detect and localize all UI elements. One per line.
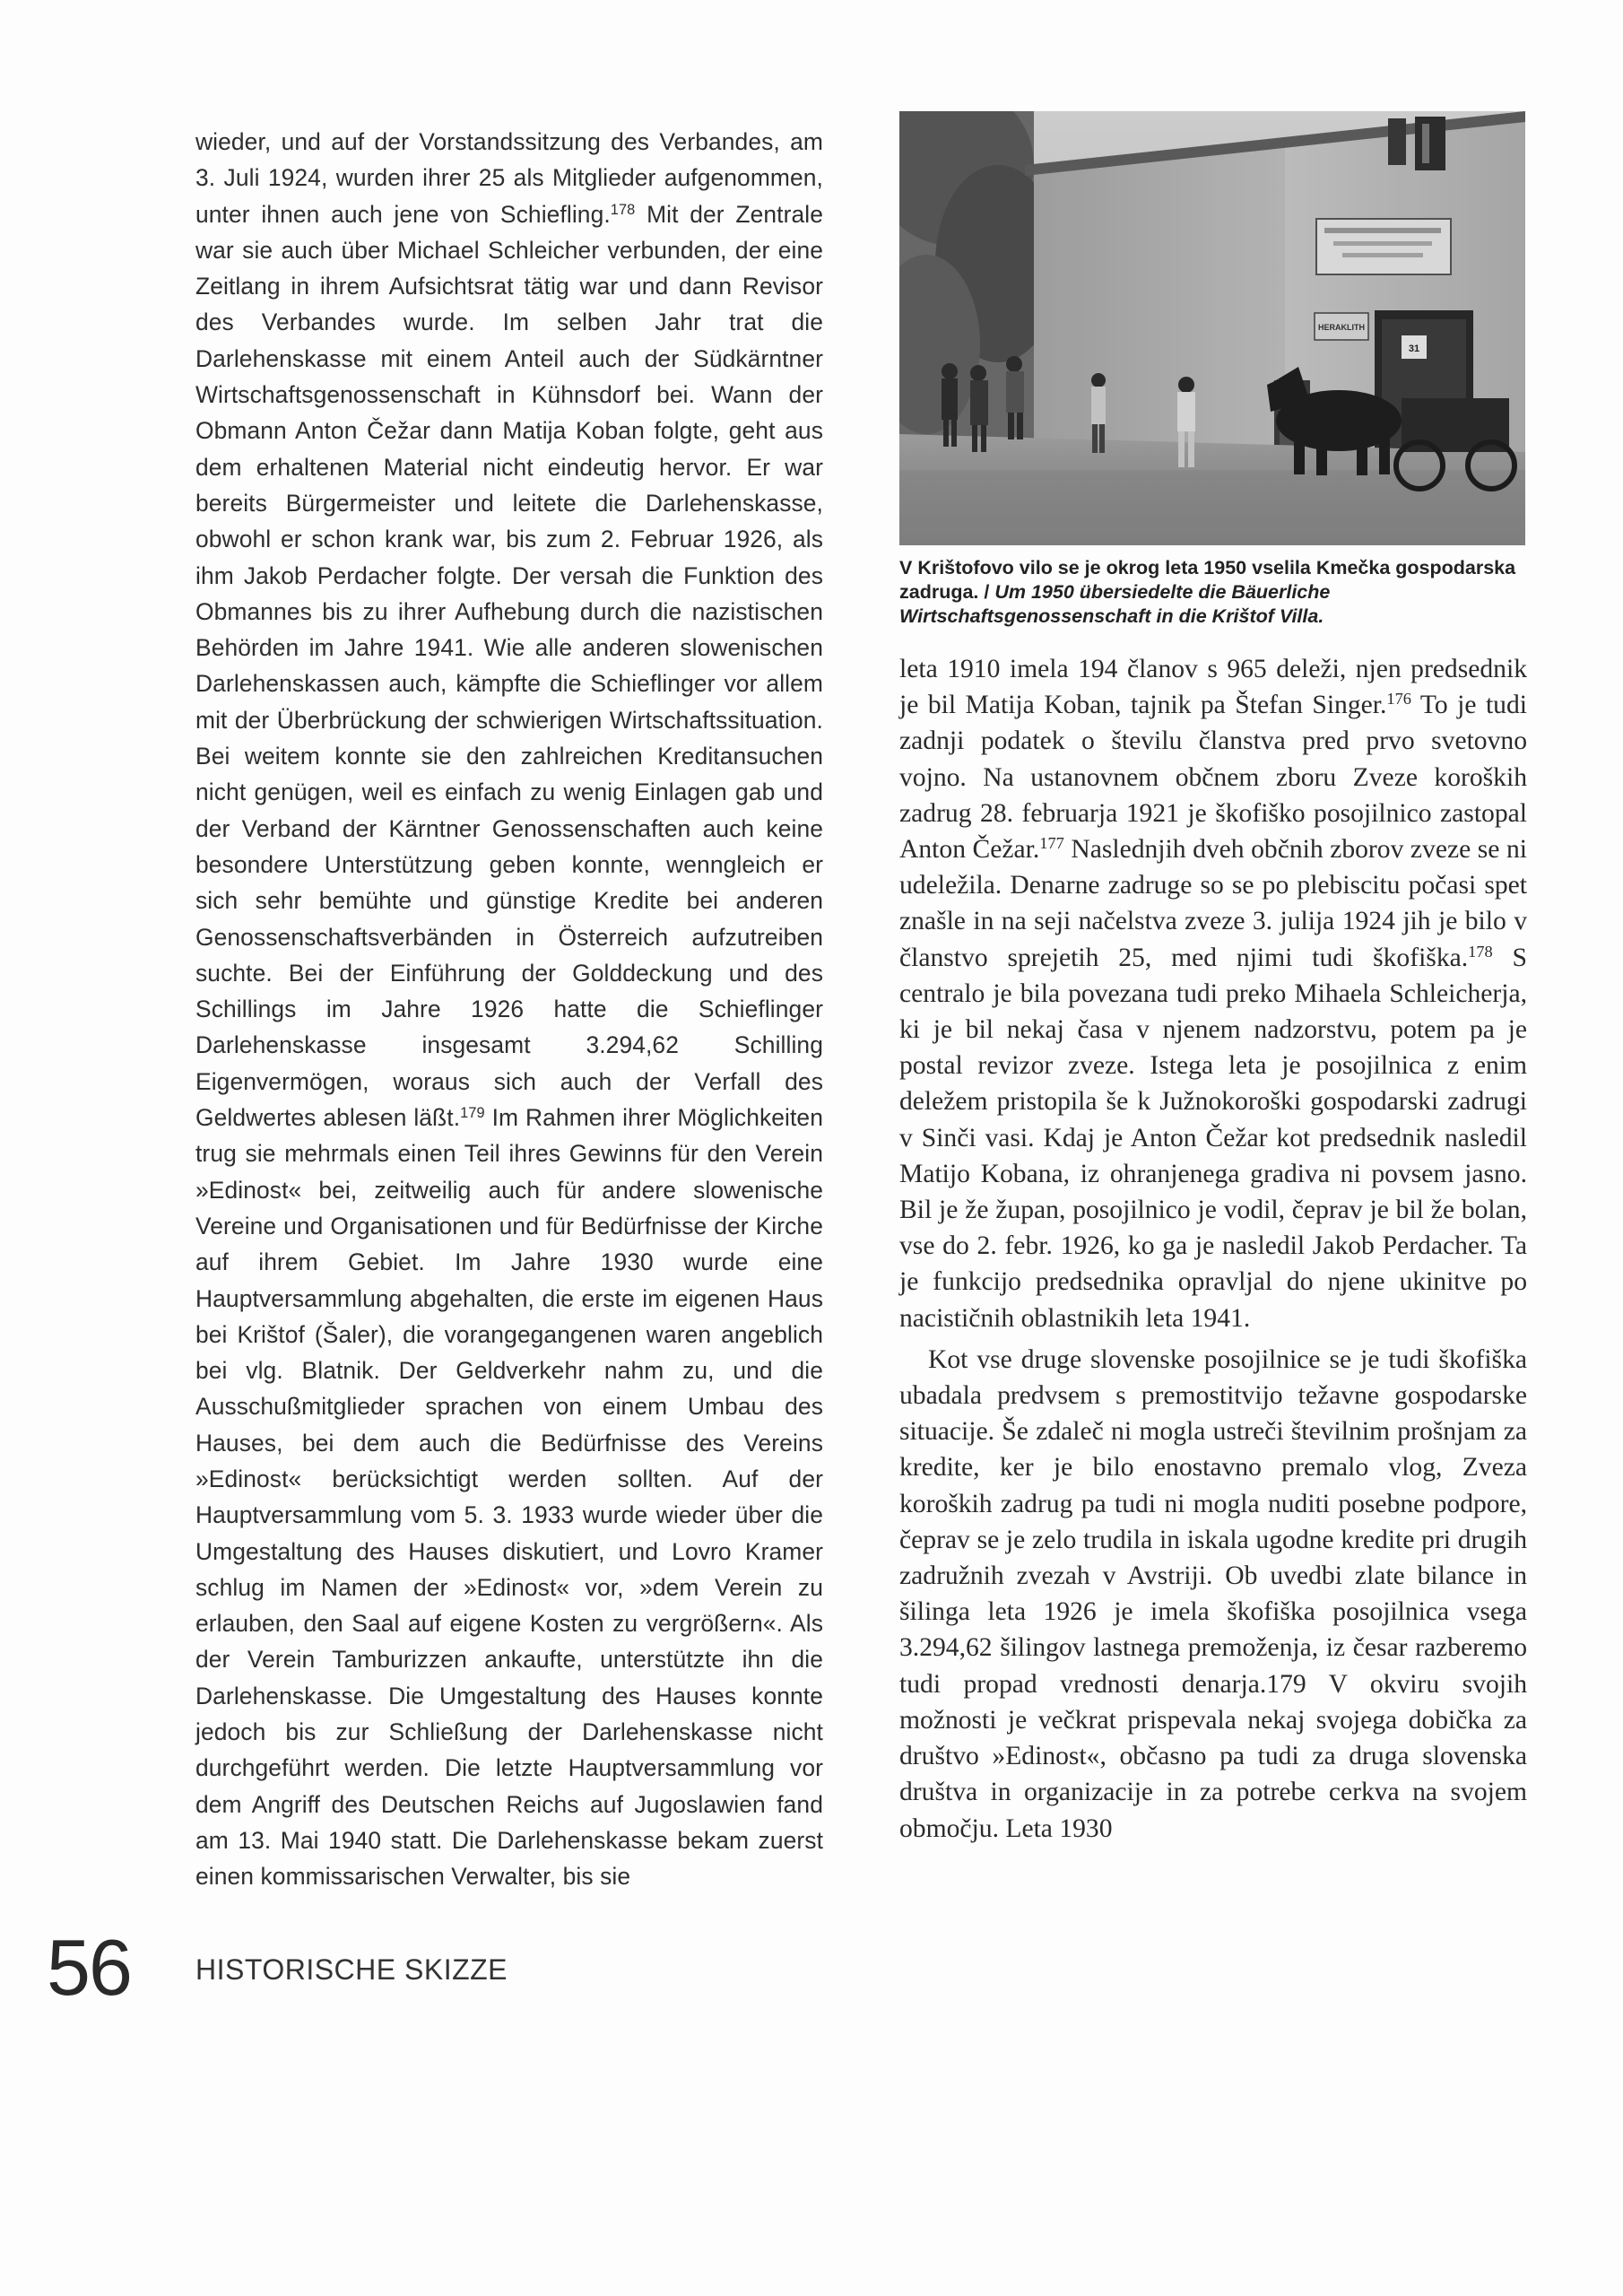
footnote-ref-177: 177	[1039, 833, 1064, 852]
slovene-text-part-1c: Naslednjih dveh občnih zborov zveze se ni udeležila. Denarne zadruge so se po plebiscitu počasi spet znašle in na seji načelstva zveze 3. julija 1924 jih je bilo v članstvo sprejetih 25, med njimi tudi škofiška.	[899, 835, 1527, 972]
german-text-part-3: Im Rahmen ihrer Möglichkeiten trug sie mehrmals einen Teil ihres Gewinns für den Verein »Edinost« bei, zeitweilig auch für andere slowenische Vereine und Organisationen und für Bedürfnisse der Kirche auf ihrem Gebiet. Im Jahre 1930 wurde eine Hauptversammlung abgehalten, die erste im eigenen Haus bei Krištof (Šaler), die vorangegangenen waren angeblich bei vlg. Blatnik. Der Geldverkehr nahm zu, und die Ausschußmitglieder sprachen von einem Umbau des Hauses, bei dem auch die Bedürfnisse des Vereins »Edinost« berücksichtigt werden sollten. Auf der Hauptversammlung vom 5. 3. 1933 wurde wieder über die Umgestaltung des Hauses diskutiert, und Lovro Kramer schlug im Namen der »Edinost« vor, »dem Verein zu erlauben, den Saal auf eigene Kosten zu vergrößern«. Als der Verein Tamburizzen ankaufte, unterstützte ihn die Darlehenskasse. Die Umgestaltung des Hauses konnte jedoch bis zur Schließung der Darlehenskasse nicht durchgeführt werden. Die letzte Hauptversammlung vor dem Angriff des Deutschen Reichs auf Jugoslawien fand am 13. Mai 1940 statt. Die Darlehenskasse bekam zuerst einen kommissarischen Verwalter, bis sie	[195, 1104, 823, 1891]
footnote-ref-176: 176	[1386, 690, 1411, 709]
slovene-paragraph-2: Kot vse druge slovenske posojilnice se je tudi škofiška ubadala predvsem s premostitvijo težavne gospodarske situacije. Še zdaleč ni mogla ustreči številnim prošnjam za kredite, ker je bilo enostavno premalo vlog, Zveza koroških zadrug pa tudi ni mogla nuditi posebne podpore, čeprav se je zelo trudila in iskala ugodne kredite pri drugih zadružnih zvezah v Avstriji. Ob uvedbi zlate bilance in šilinga leta 1926 je imela škofiška posojilnica vsega 3.294,62 šilingov lastnega premoženja, iz česar razberemo tudi propad vrednosti denarja.179 V okviru svojih možnosti je večkrat prispevala nekaj svojega dobička za društvo »Edinost«, občasno pa tudi za druga slovenska društva in organizacije in za potrebe cerkva na svojem območju. Leta 1930	[899, 1344, 1527, 1843]
footnote-ref-178-slovene: 178	[1468, 942, 1493, 961]
photo-image	[899, 111, 1525, 545]
slovene-paragraph-1	[899, 651, 1527, 1336]
german-text-column	[195, 124, 823, 1895]
page-number: 56	[47, 1923, 131, 2012]
door-sign-text: HERAKLITH	[1318, 323, 1365, 332]
figure-caption	[899, 556, 1527, 629]
footnote-ref-179: 179	[460, 1105, 485, 1122]
german-text-part-2: Mit der Zentrale war sie auch über Michael Schleicher verbunden, der eine Zeitlang in ihrem Aufsichtsrat tätig war und dann Revisor des Verbandes wurde. Im selben Jahr trat die Darlehenskasse mit einem Anteil auch der Südkärntner Wirtschaftsgenossenschaft in Kühnsdorf bei. Wann der Obmann Anton Čežar dann Matija Koban folgte, geht aus dem erhaltenen Material nicht eindeutig hervor. Er war bereits Bürgermeister und leitete die Darlehenskasse, obwohl er schon krank war, bis zum 2. Februar 1926, als ihm Jakob Perdacher folgte. Der versah die Funktion des Obmannes bis zu ihrer Aufhebung durch die nazistischen Behörden im Jahre 1941. Wie alle anderen slowenischen Darlehenskassen auch, kämpfte die Schieflinger vor allem mit der Überbrückung der schwierigen Wirtschaftssituation. Bei weitem konnte sie den zahlreichen Kreditansuchen nicht genügen, weil es einfach zu wenig Einlagen gab und der Verband der Kärntner Genossenschaften auch keine besondere Unterstützung geben konnte, wenngleich er sich sehr bemühte und günstige Kredite bei anderen Genossenschaftsverbänden in Österreich aufzutreiben suchte. Bei der Einführung der Golddeckung und des Schillings im Jahre 1926 hatte die Schieflinger Darlehenskasse insgesamt 3.294,62 Schilling Eigenvermögen, woraus sich auch der Verfall des Geldwertes ablesen läßt.	[195, 200, 823, 1132]
slovene-text-part-1d: S centralo je bila povezana tudi preko Mihaela Schleicherja, ki je bil nekaj časa v njenem nadzorstvu, potem pa je postal revizor zveze. Istega leta je posojilnica z enim deležem pristopila še k Južnokoroški gospodarski zadrugi v Sinči vasi. Kdaj je Anton Čežar kot predsednik nasledil Matijo Kobana, iz ohranjenega gradiva ni povsem jasno. Bil je že župan, posojilnico je vodil, čeprav je bil že bolan, vse do 2. febr. 1926, ko ga je nasledil Jakob Perdacher. Ta je funkcijo predsednika opravljal do njene ukinitve po nacističnih oblastnikih leta 1941.	[899, 943, 1528, 1333]
slovene-text-part-1b: To je tudi zadnji podatek o številu članstva pred prvo svetovno vojno. Na ustanovnem občnem zboru Zveze koroških zadrug 28. februarja 1921 je škofiško posojilnico zastopal Anton Čežar.	[899, 691, 1527, 865]
running-head: HISTORISCHE SKIZZE	[195, 1953, 508, 1986]
slovene-text-column	[899, 651, 1527, 1847]
slovene-text-part-1a: leta 1910 imela 194 članov s 965 deleži, njen predsednik je bil Matija Koban, tajnik pa Štefan Singer.	[899, 655, 1527, 720]
caption-slovene: V Krištofovo vilo se je okrog leta 1950 vselila Kmečka gospodarska zadruga. /	[899, 557, 1516, 603]
door-number-text: 31	[1408, 344, 1420, 354]
photo-kristof-villa	[899, 111, 1525, 545]
caption-german: Um 1950 übersiedelte die Bäuerliche Wirtschaftsgenossenschaft in die Krištof Villa.	[899, 581, 1331, 627]
footnote-ref-178: 178	[610, 201, 636, 218]
german-paragraph	[195, 124, 823, 1895]
german-text-part-1: wieder, und auf der Vorstandssitzung des Verbandes, am 3. Juli 1924, wurden ihrer 25 als Mitglieder aufgenommen, unter ihnen auch jene von Schiefling.	[195, 128, 823, 228]
